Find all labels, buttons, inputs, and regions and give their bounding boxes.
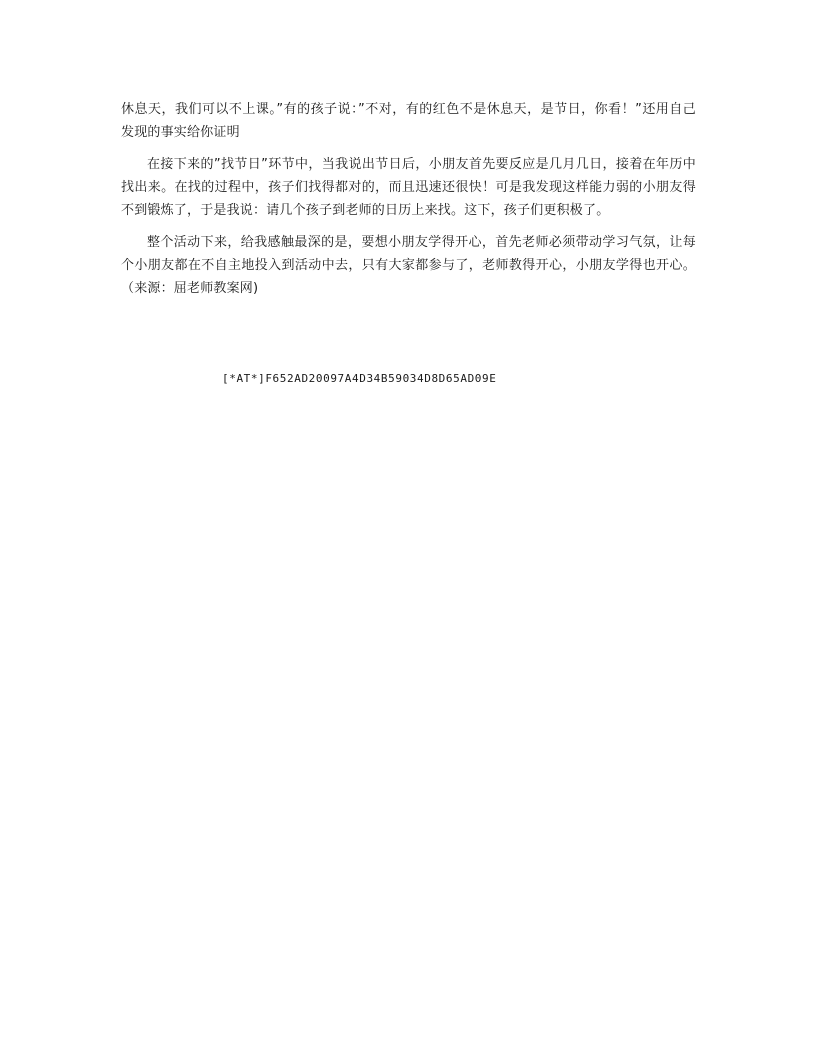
paragraph-reflection: 整个活动下来，给我感触最深的是，要想小朋友学得开心，首先老师必须带动学习气氛，让每个小朋友都在不自主地投入到活动中去，只有大家都参与了，老师教得开心，小朋友学得也开心。（来源：屈老师教案网) [121, 235, 696, 296]
document-id-code: [*AT*]F652AD20097A4D34B59034D8D65AD09E [222, 372, 497, 385]
document-body [121, 98, 696, 309]
paragraph-find-holidays: 在接下来的”找节日”环节中，当我说出节日后，小朋友首先要反应是几月几日，接着在年历中找出来。在找的过程中，孩子们找得都对的，而且迅速还很快！可是我发现这样能力弱的小朋友得不到锻炼了，于是我说：请几个孩子到老师的日历上来找。这下，孩子们更积极了。 [121, 157, 696, 218]
paragraph-continuation: 休息天，我们可以不上课。”有的孩子说：”不对，有的红色不是休息天，是节日，你看！”还用自己发现的事实给你证明 [121, 102, 696, 140]
